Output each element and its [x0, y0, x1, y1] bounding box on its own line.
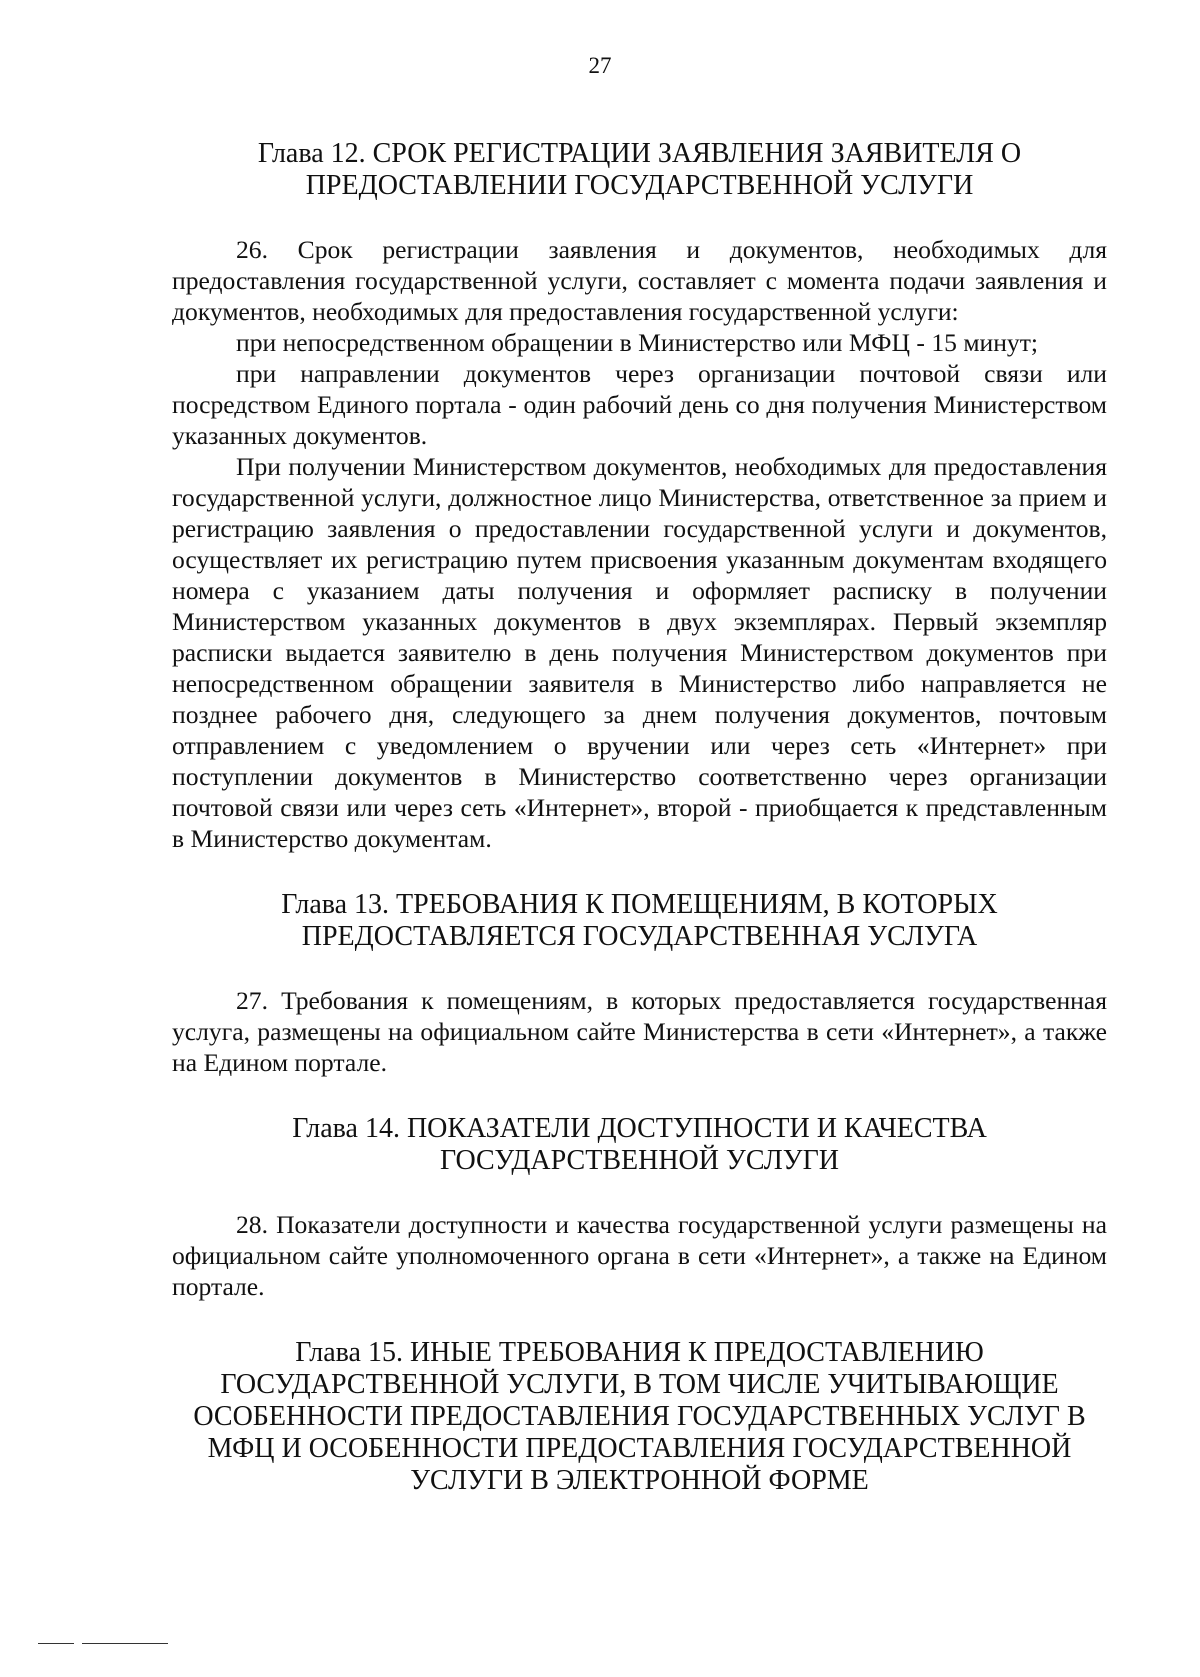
- paragraph: 26. Срок регистрации заявления и документов, необходимых для предоставления государственной услуги, составляет с момента подачи заявления и документов, необходимых для предоставления государственной услуги:: [172, 235, 1107, 326]
- heading-line: ПРЕДОСТАВЛЯЕТСЯ ГОСУДАРСТВЕННАЯ УСЛУГА: [301, 921, 978, 952]
- chapter-heading: [172, 1337, 1107, 1497]
- paragraph: при непосредственном обращении в Министерство или МФЦ - 15 минут;: [236, 328, 1039, 357]
- chapter-heading: [172, 1113, 1107, 1177]
- section-chapter-13: [172, 889, 1107, 1078]
- section-chapter-15: [172, 1337, 1107, 1497]
- chapter-heading: [172, 138, 1107, 202]
- page-number: 27: [588, 53, 612, 78]
- heading-line: ОСОБЕННОСТИ ПРЕДОСТАВЛЕНИЯ ГОСУДАРСТВЕННЫХ УСЛУГ В: [193, 1401, 1086, 1432]
- section-chapter-12: [172, 138, 1107, 854]
- heading-line: ГОСУДАРСТВЕННОЙ УСЛУГИ, В ТОМ ЧИСЛЕ УЧИТЫВАЮЩИЕ: [220, 1369, 1059, 1400]
- heading-line: Глава 12. СРОК РЕГИСТРАЦИИ ЗАЯВЛЕНИЯ ЗАЯВИТЕЛЯ О: [257, 138, 1022, 169]
- chapter-heading: [172, 889, 1107, 953]
- heading-line: Глава 15. ИНЫЕ ТРЕБОВАНИЯ К ПРЕДОСТАВЛЕНИЮ: [295, 1337, 984, 1368]
- section-chapter-14: [172, 1113, 1107, 1302]
- paragraph: 27. Требования к помещениям, в которых предоставляется государственная услуга, размещены на официальном сайте Министерства в сети «Интернет», а также на Едином портале.: [172, 986, 1107, 1077]
- heading-line: Глава 14. ПОКАЗАТЕЛИ ДОСТУПНОСТИ И КАЧЕСТВА: [292, 1113, 987, 1144]
- heading-line: УСЛУГИ В ЭЛЕКТРОННОЙ ФОРМЕ: [410, 1465, 869, 1496]
- heading-line: Глава 13. ТРЕБОВАНИЯ К ПОМЕЩЕНИЯМ, В КОТОРЫХ: [281, 889, 998, 920]
- heading-line: ПРЕДОСТАВЛЕНИИ ГОСУДАРСТВЕННОЙ УСЛУГИ: [305, 170, 974, 201]
- heading-line: МФЦ И ОСОБЕННОСТИ ПРЕДОСТАВЛЕНИЯ ГОСУДАРСТВЕННОЙ: [207, 1433, 1072, 1464]
- paragraph: При получении Министерством документов, необходимых для предоставления государственной услуги, должностное лицо Министерства, ответственное за прием и регистрацию заявления о предоставлении государственной услуги и документов, осуществляет их регистрацию путем присвоения указанным документам входящего номера с указанием даты получения и оформляет расписку в получении Министерством указанных документов в двух экземплярах. Первый экземпляр расписки выдается заявителю в день получения Министерством документов при непосредственном обращении заявителя в Министерство либо направляется не позднее рабочего дня, следующего за днем получения документов, почтовым отправлением с уведомлением о вручении или через сеть «Интернет» при поступлении документов в Министерство соответственно через организации почтовой связи или через сеть «Интернет», второй - приобщается к представленным в Министерство документам.: [172, 452, 1107, 853]
- paragraph: при направлении документов через организации почтовой связи или посредством Единого портала - один рабочий день со дня получения Министерством указанных документов.: [172, 359, 1107, 450]
- paragraph: 28. Показатели доступности и качества государственной услуги размещены на официальном сайте уполномоченного органа в сети «Интернет», а также на Едином портале.: [172, 1210, 1107, 1301]
- heading-line: ГОСУДАРСТВЕННОЙ УСЛУГИ: [439, 1145, 840, 1176]
- document-body: [172, 138, 1107, 1497]
